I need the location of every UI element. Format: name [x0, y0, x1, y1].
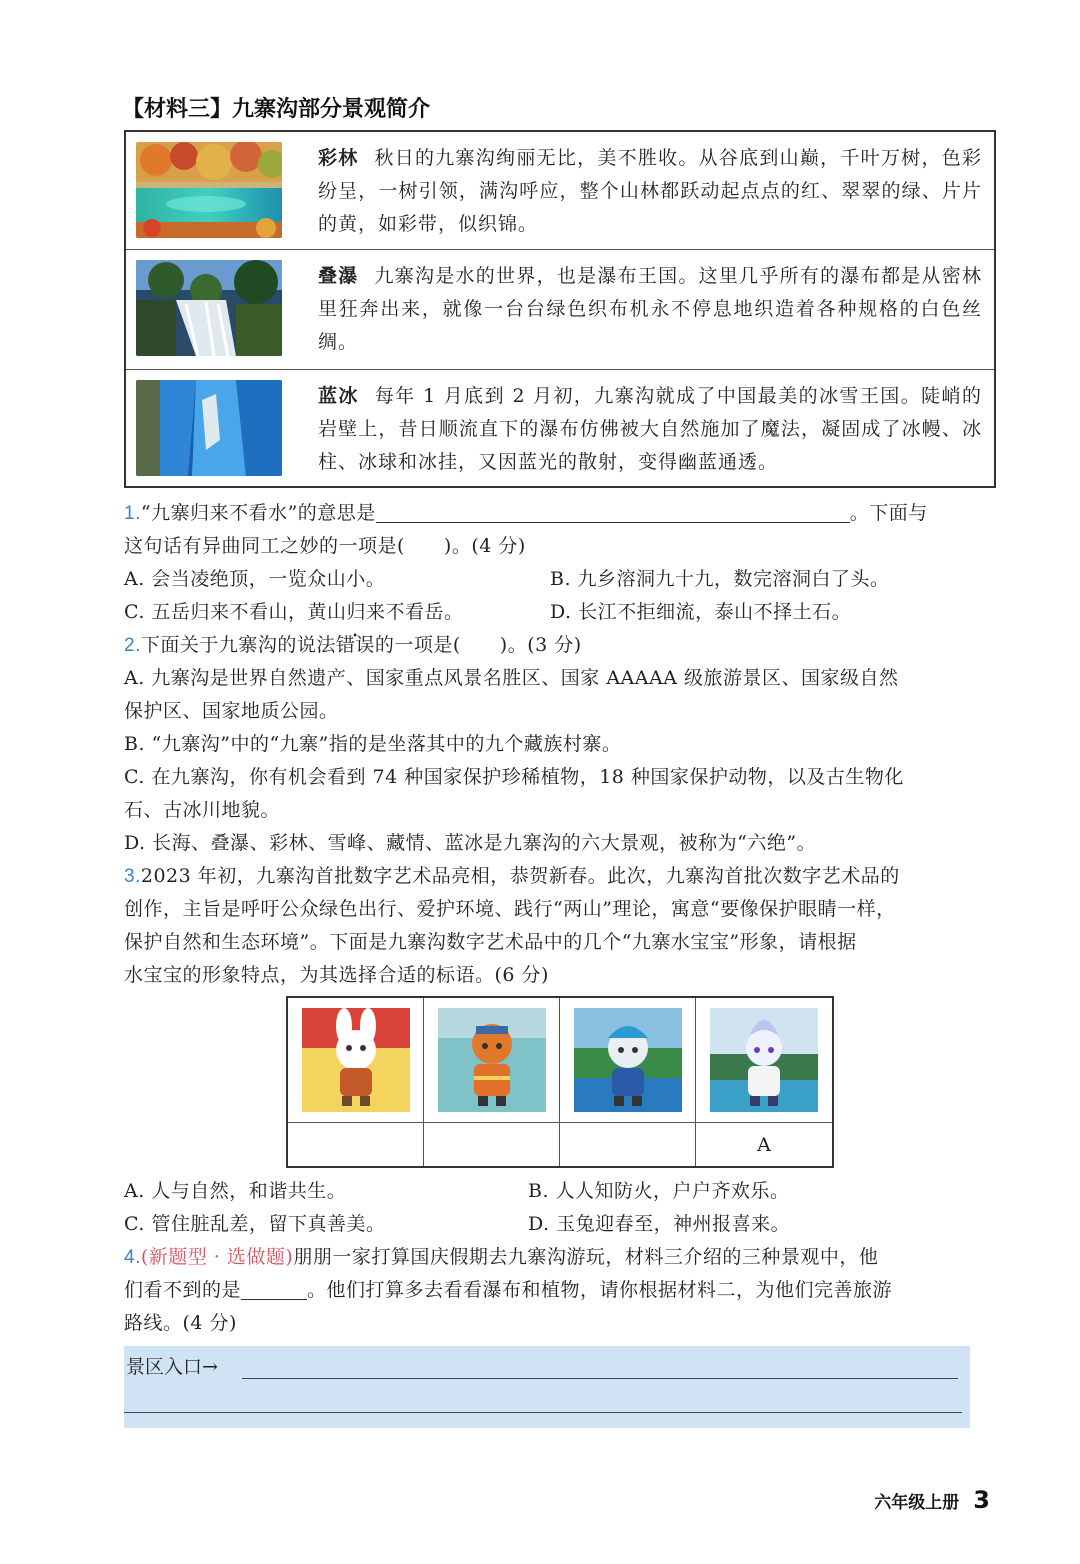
question-4	[124, 1241, 998, 1274]
material-text-cailin	[318, 142, 982, 241]
question-4-line2-head: 们看不到的是	[124, 1279, 242, 1301]
grade-label: 六年级上册	[874, 1493, 960, 1513]
q2-option-a-line2: 保护区、国家地质公园。	[124, 700, 339, 722]
q1-option-b[interactable]: B. 九乡溶洞九十九，数完溶洞白了头。	[550, 568, 890, 590]
waterfall-image	[136, 260, 282, 356]
question-3-number: 3.	[124, 866, 141, 887]
question-2-emphasis: 错误	[335, 634, 375, 656]
blue-ice-image	[136, 380, 282, 476]
page-footer	[874, 1486, 990, 1514]
mascot-answer-4[interactable]: A	[696, 1122, 832, 1166]
material-row-cailin	[126, 132, 994, 250]
question-1	[124, 497, 998, 530]
rabbit-mascot-image	[302, 1008, 410, 1112]
q1-option-d[interactable]: D. 长江不拒细流，泰山不择土石。	[550, 601, 852, 623]
q3-option-b[interactable]: B. 人人知防火，户户齐欢乐。	[528, 1180, 790, 1202]
q2-option-c-line2: 石、古冰川地貌。	[124, 799, 281, 821]
q1-option-c[interactable]: C. 五岳归来不看山，黄山归来不看岳。	[124, 601, 464, 623]
question-2-stem: 下面关于九寨沟的说法	[140, 634, 336, 656]
q2-option-a-line1[interactable]: A. 九寨沟是世界自然遗产、国家重点风景名胜区、国家 AAAAA 级旅游景区、国家级自然	[124, 667, 899, 689]
question-1-number: 1.	[124, 503, 141, 524]
question-2-stem-tail: 的一项是( )。(3 分)	[374, 634, 582, 656]
question-1-stem: “九寨归来不看水”的意思是	[140, 502, 376, 524]
scene-desc-lanbing: 每年 1 月底到 2 月初，九寨沟就成了中国最美的冰雪王国。陡峭的岩壁上，昔日顺流直下的瀑布仿佛被大自然施加了魔法，凝固成了冰幔、冰柱、冰球和冰挂，又因蓝光的散射，变得幽蓝通透。	[318, 385, 982, 473]
mascot-answer-2[interactable]	[424, 1122, 560, 1166]
mascot-cell-3	[560, 998, 696, 1122]
route-label: 景区入口→	[126, 1356, 218, 1378]
question-3-line4: 水宝宝的形象特点，为其选择合适的标语。(6 分)	[124, 964, 549, 986]
mascot-cell-4	[696, 998, 832, 1122]
scene-name-diepu: 叠瀑	[318, 265, 359, 287]
question-4-line1: 朋朋一家打算国庆假期去九寨沟游玩，材料三介绍的三种景观中，他	[293, 1246, 879, 1268]
question-3-line3: 保护自然和生态环境”。下面是九寨沟数字艺术品中的几个“九寨水宝宝”形象，请根据	[124, 931, 857, 953]
route-line-2[interactable]	[124, 1412, 962, 1413]
mascot-answer-3[interactable]	[560, 1122, 696, 1166]
mascot-answer-1[interactable]	[288, 1122, 424, 1166]
scene-name-lanbing: 蓝冰	[318, 385, 359, 407]
q2-option-d[interactable]: D. 长海、叠瀑、彩林、雪峰、藏情、蓝冰是九寨沟的六大景观，被称为“六绝”。	[124, 832, 817, 854]
question-3	[124, 860, 998, 893]
q2-option-c-line1[interactable]: C. 在九寨沟，你有机会看到 74 种国家保护珍稀植物，18 种国家保护动物，以及古生物化	[124, 766, 904, 788]
scene-desc-cailin: 秋日的九寨沟绚丽无比，美不胜收。从谷底到山巅，千叶万树，色彩纷呈，一树引领，满沟呼应，整个山林都跃动起点点的红、翠翠的绿、片片的黄，如彩带，似织锦。	[318, 147, 982, 235]
material-row-lanbing	[126, 370, 994, 486]
scene-desc-diepu: 九寨沟是水的世界，也是瀑布王国。这里几乎所有的瀑布都是从密林里狂奔出来，就像一台台绿色织布机永不停息地织造着各种规格的白色丝绸。	[318, 265, 982, 353]
question-4-line2	[124, 1274, 998, 1307]
answer-blank-q4[interactable]	[241, 1277, 307, 1300]
question-4-number: 4.	[124, 1247, 141, 1268]
material-text-diepu	[318, 260, 982, 359]
material-row-diepu	[126, 250, 994, 370]
colorful-forest-image	[136, 142, 282, 238]
question-3-line2: 创作，主旨是呼吁公众绿色出行、爱护环境、践行“两山”理论，寓意“要像保护眼睛一样，	[124, 898, 896, 920]
mascot-cell-2	[424, 998, 560, 1122]
page-number: 3	[973, 1486, 990, 1514]
question-1-stem-tail: 。下面与	[849, 502, 928, 524]
q2-option-b[interactable]: B. “九寨沟”中的“九寨”指的是坐落其中的九个藏族村寨。	[124, 733, 622, 755]
scene-name-cailin: 彩林	[318, 147, 359, 169]
firefighter-mascot-image	[438, 1008, 546, 1112]
question-1-line2: 这句话有异曲同工之妙的一项是( )。(4 分)	[124, 535, 526, 557]
q3-option-c[interactable]: C. 管住脏乱差，留下真善美。	[124, 1213, 386, 1235]
question-4-tag: (新题型 · 选做题)	[140, 1246, 294, 1268]
question-2	[124, 629, 998, 662]
answer-blank-q1[interactable]	[376, 500, 850, 523]
mascot-table	[286, 996, 834, 1168]
nature-mascot-image	[710, 1008, 818, 1112]
question-4-line2-tail: 。他们打算多去看看瀑布和植物，请你根据材料二，为他们完善旅游	[307, 1279, 893, 1301]
cleaner-mascot-image	[574, 1008, 682, 1112]
q3-option-d[interactable]: D. 玉兔迎春至，神州报喜来。	[528, 1213, 791, 1235]
route-line-1[interactable]	[242, 1378, 958, 1379]
question-4-line3: 路线。(4 分)	[124, 1312, 237, 1334]
material-title: 【材料三】九寨沟部分景观简介	[122, 97, 431, 122]
question-3-line1: 2023 年初，九寨沟首批数字艺术品亮相，恭贺新春。此次，九寨沟首批次数字艺术品的	[140, 865, 900, 887]
material-text-lanbing	[318, 380, 982, 479]
question-2-number: 2.	[124, 635, 141, 656]
q3-option-a[interactable]: A. 人与自然，和谐共生。	[124, 1180, 347, 1202]
q1-option-a[interactable]: A. 会当凌绝顶，一览众山小。	[124, 568, 386, 590]
material-table	[124, 130, 996, 488]
mascot-cell-1	[288, 998, 424, 1122]
route-answer-box[interactable]	[124, 1346, 970, 1428]
